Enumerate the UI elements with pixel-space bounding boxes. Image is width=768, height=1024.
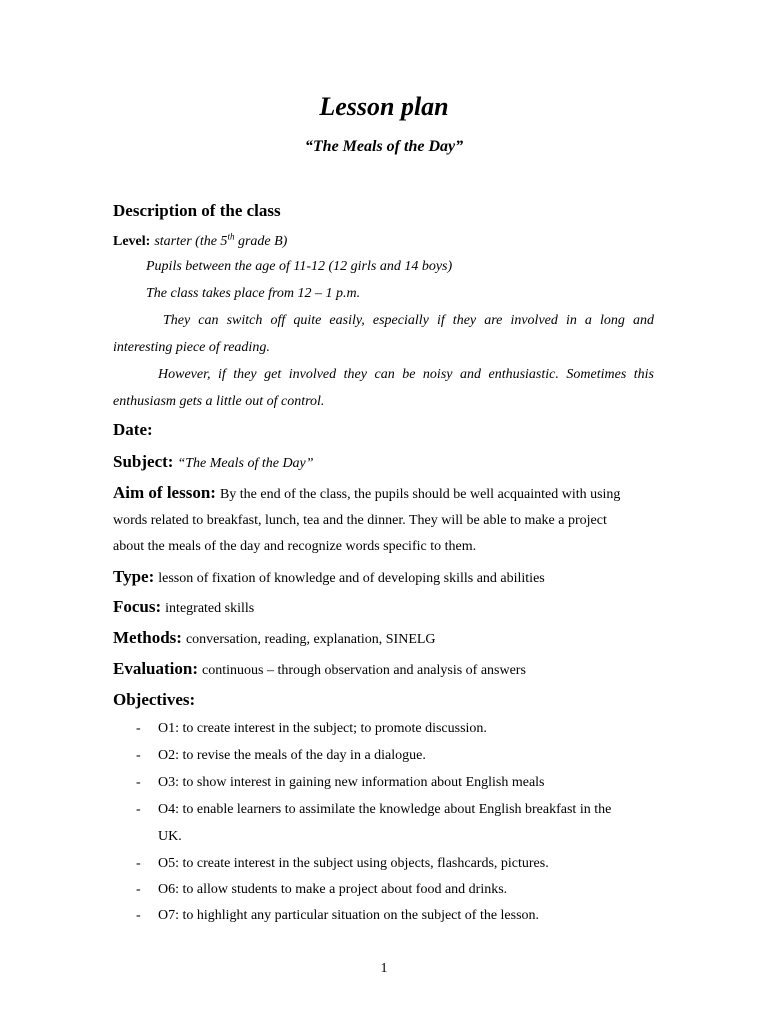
objective-item: O6: to allow students to make a project about food and drinks. bbox=[158, 882, 508, 897]
level-label: Level: bbox=[113, 234, 151, 249]
date-label: Date: bbox=[113, 420, 153, 439]
objective-item: O1: to create interest in the subject; to promote discussion. bbox=[158, 721, 487, 736]
focus-value: integrated skills bbox=[165, 601, 255, 616]
aim-line-3: about the meals of the day and recognize words specific to them. bbox=[113, 539, 477, 554]
aim-line-1 bbox=[113, 483, 620, 503]
description-paragraph-1 bbox=[113, 313, 654, 329]
type-label: Type: bbox=[113, 567, 155, 586]
pupils-line: Pupils between the age of 11-12 (12 girls and 14 boys) bbox=[146, 259, 453, 274]
objective-item-continuation: UK. bbox=[158, 829, 182, 844]
aim-line-2: words related to breakfast, lunch, tea and the dinner. They will be able to make a project bbox=[113, 513, 607, 528]
evaluation-label: Evaluation: bbox=[113, 659, 199, 678]
paragraph-2-line-1: However, if they get involved they can be noisy and enthusiastic. Sometimes this bbox=[158, 367, 654, 382]
subject-line bbox=[113, 452, 314, 472]
objective-item: O7: to highlight any particular situation on the subject of the lesson. bbox=[158, 908, 540, 923]
objective-item: O5: to create interest in the subject using objects, flashcards, pictures. bbox=[158, 856, 549, 871]
methods-line bbox=[113, 628, 436, 648]
subject-value: “The Meals of the Day” bbox=[177, 456, 314, 471]
methods-value: conversation, reading, explanation, SINELG bbox=[185, 632, 436, 647]
paragraph-1-line-2: interesting piece of reading. bbox=[113, 340, 270, 355]
focus-line bbox=[113, 597, 254, 617]
methods-label: Methods: bbox=[113, 628, 182, 647]
objective-dash: - bbox=[136, 721, 141, 736]
objective-dash: - bbox=[136, 882, 141, 897]
paragraph-2-line-2: enthusiasm gets a little out of control. bbox=[113, 394, 325, 409]
focus-label: Focus: bbox=[113, 597, 162, 616]
type-line bbox=[113, 567, 545, 587]
objective-item: O3: to show interest in gaining new information about English meals bbox=[158, 775, 545, 790]
page-subtitle: “The Meals of the Day” bbox=[304, 138, 464, 155]
objective-dash: - bbox=[136, 802, 141, 817]
objective-dash: - bbox=[136, 908, 141, 923]
aim-label: Aim of lesson: bbox=[113, 483, 216, 502]
evaluation-line bbox=[113, 659, 526, 679]
subject-label: Subject: bbox=[113, 452, 174, 471]
level-value: starter (the 5th grade B) bbox=[154, 231, 288, 249]
objective-item: O4: to enable learners to assimilate the knowledge about English breakfast in the bbox=[158, 802, 612, 817]
objective-dash: - bbox=[136, 748, 141, 763]
page-number: 1 bbox=[380, 961, 388, 976]
objective-item: O2: to revise the meals of the day in a dialogue. bbox=[158, 748, 426, 763]
aim-text-1: By the end of the class, the pupils should be well acquainted with using bbox=[219, 487, 621, 502]
objectives-label: Objectives: bbox=[113, 690, 196, 709]
evaluation-value: continuous – through observation and analysis of answers bbox=[202, 663, 526, 678]
time-line: The class takes place from 12 – 1 p.m. bbox=[146, 286, 361, 301]
level-line bbox=[113, 232, 287, 250]
objective-dash: - bbox=[136, 856, 141, 871]
type-value: lesson of fixation of knowledge and of developing skills and abilities bbox=[158, 571, 545, 586]
paragraph-1-line-1: They can switch off quite easily, especially if they are involved in a long and bbox=[163, 313, 654, 328]
description-heading: Description of the class bbox=[113, 201, 281, 220]
description-paragraph-2 bbox=[113, 367, 654, 383]
objective-dash: - bbox=[136, 775, 141, 790]
page-title: Lesson plan bbox=[319, 92, 449, 121]
